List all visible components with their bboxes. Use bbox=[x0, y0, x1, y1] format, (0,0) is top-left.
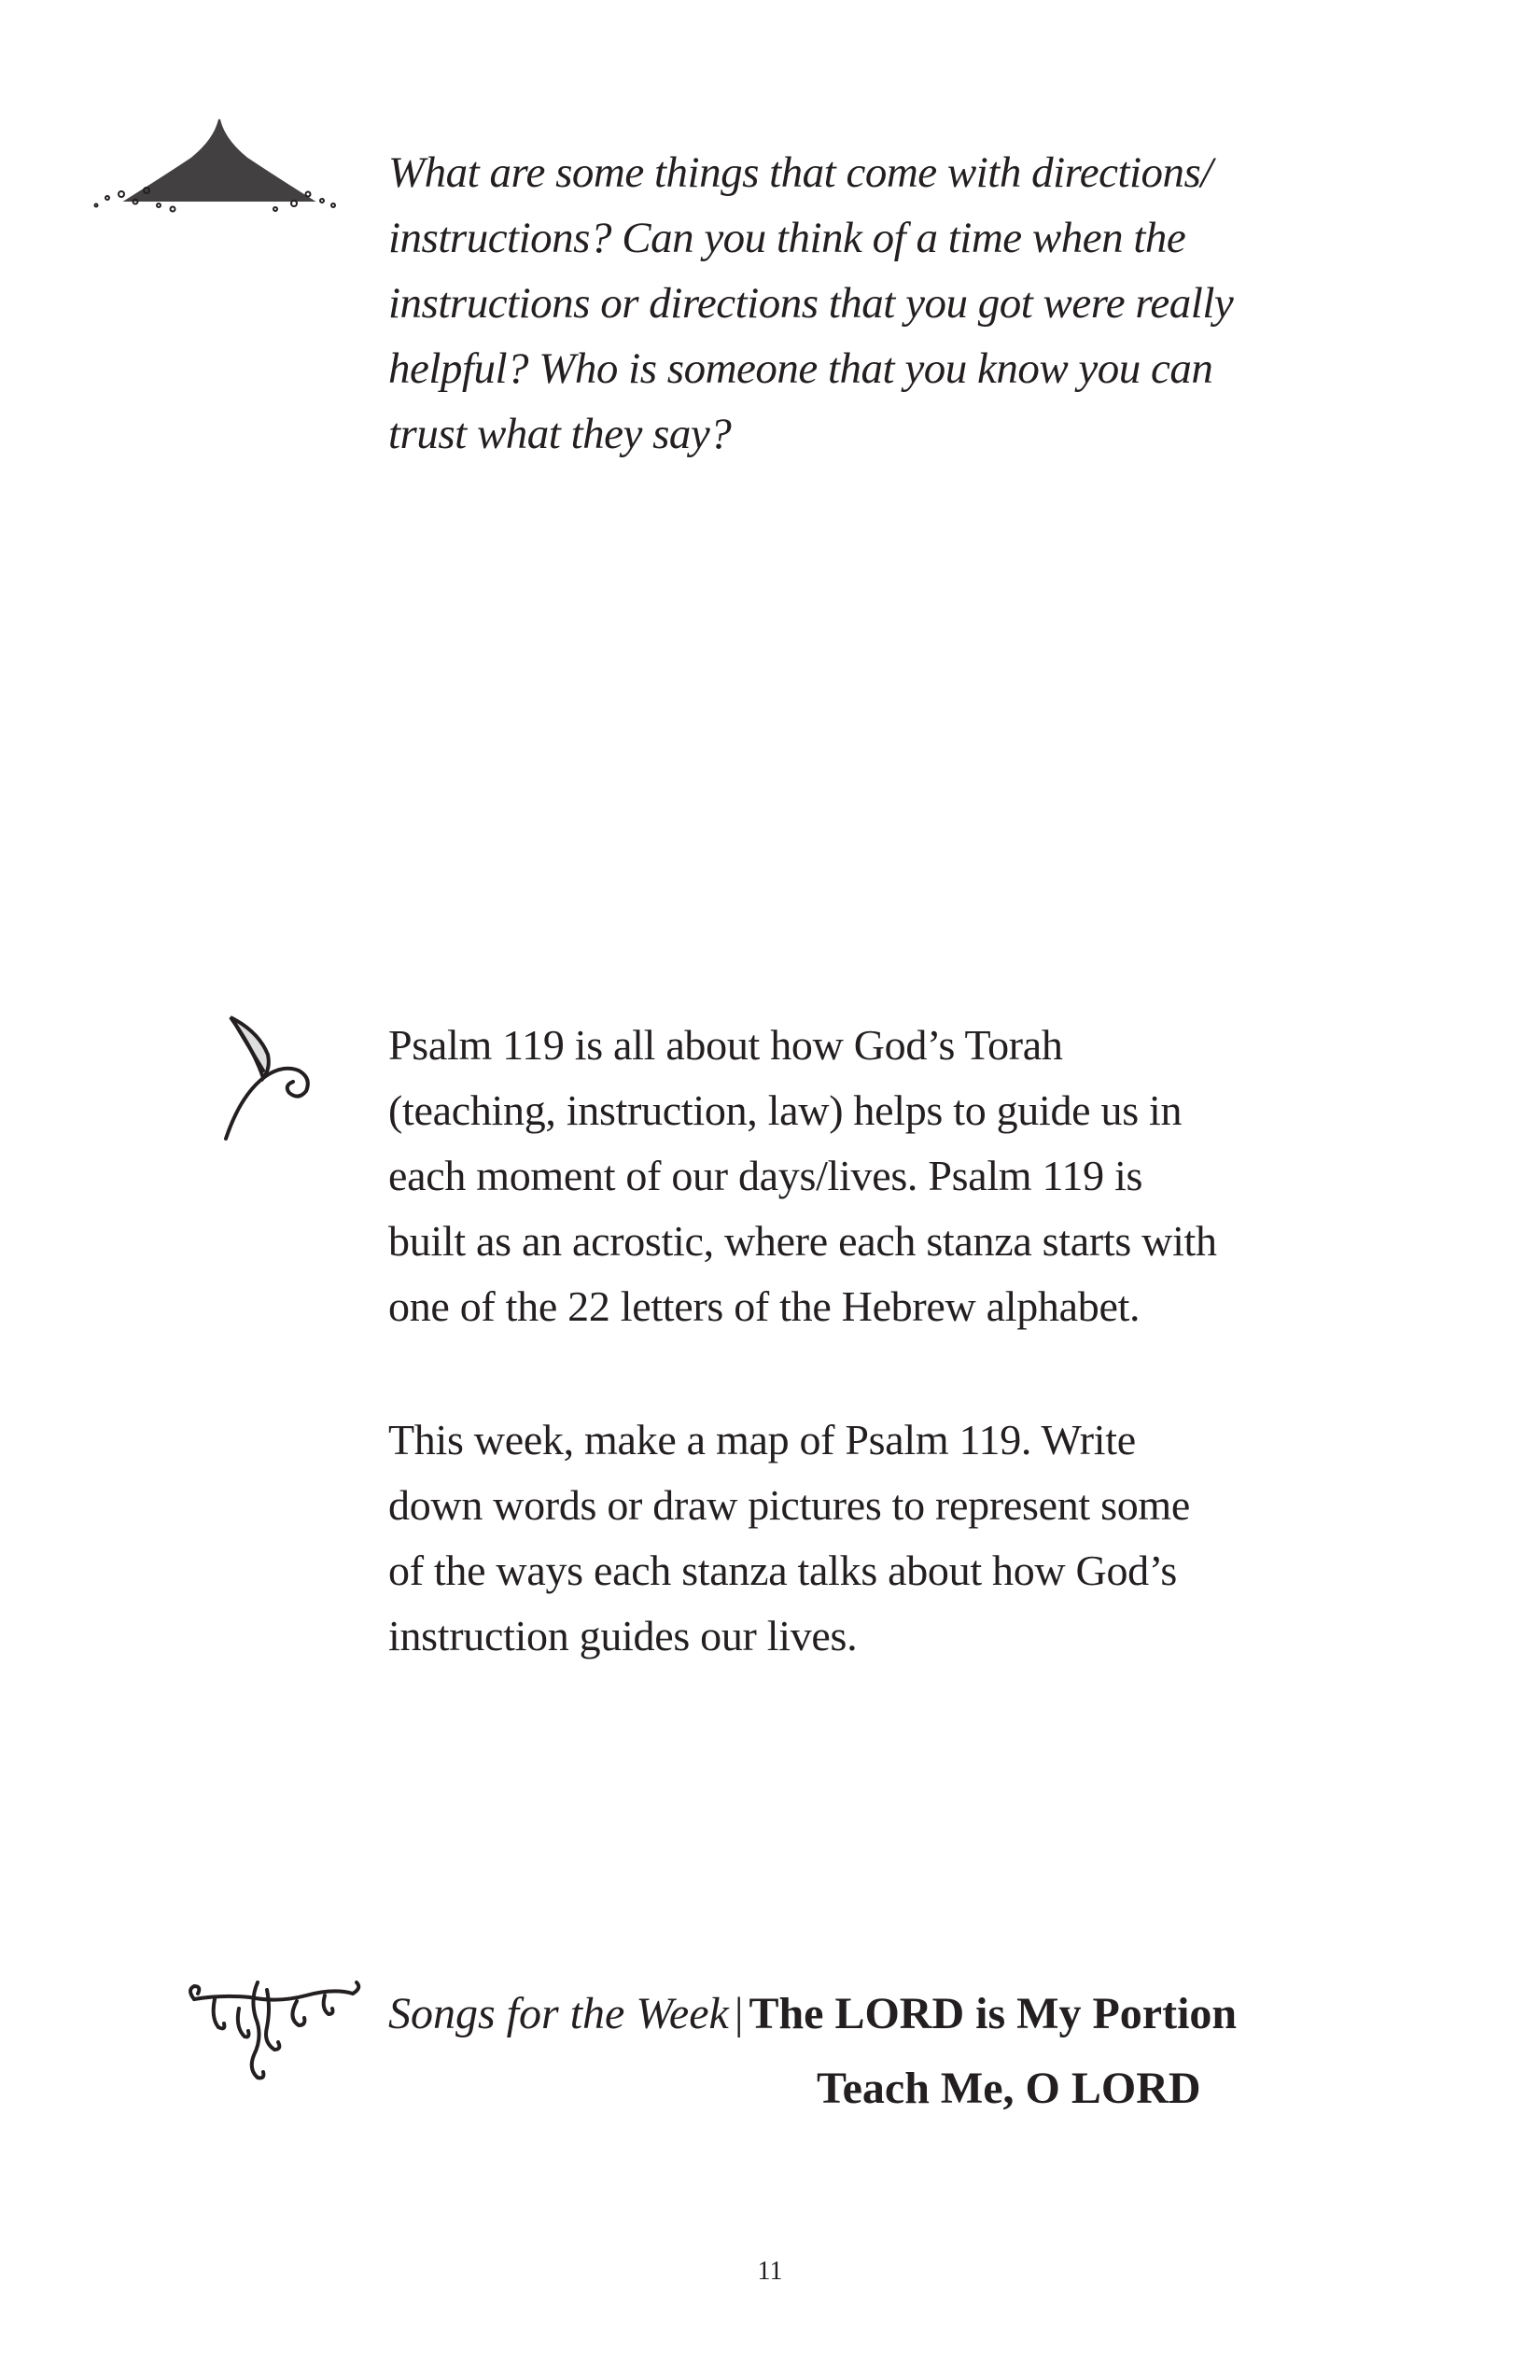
song-title: Teach Me, O LORD bbox=[817, 2064, 1201, 2113]
paragraph-line: each moment of our days/lives. Psalm 119 is bbox=[388, 1152, 1143, 1199]
psalm-intro-paragraph bbox=[388, 1013, 1217, 1339]
song-title: The LORD is My Portion bbox=[749, 1989, 1238, 2038]
vine-flourish-icon bbox=[185, 1981, 364, 2088]
paragraph-line: (teaching, instruction, law) helps to guide us in bbox=[388, 1086, 1183, 1134]
sprout-icon bbox=[217, 1013, 329, 1143]
paragraph-line: built as an acrostic, where each stanza starts with bbox=[388, 1217, 1217, 1265]
paragraph-line: Psalm 119 is all about how God’s Torah bbox=[388, 1021, 1063, 1069]
songs-for-the-week bbox=[388, 1977, 1237, 2051]
prompt-line: instructions? Can you think of a time when the bbox=[388, 214, 1186, 262]
seed-pile-icon bbox=[89, 112, 350, 215]
activity-paragraph bbox=[388, 1407, 1190, 1669]
paragraph-line: down words or draw pictures to represent some bbox=[388, 1481, 1190, 1529]
separator: | bbox=[734, 1989, 744, 2038]
page-number: 11 bbox=[757, 2257, 783, 2286]
paragraph-line: This week, make a map of Psalm 119. Write bbox=[388, 1416, 1136, 1463]
prompt-line: trust what they say? bbox=[388, 410, 732, 458]
prompt-line: What are some things that come with directions/ bbox=[388, 148, 1212, 197]
prompt-line: instructions or directions that you got were really bbox=[388, 279, 1234, 328]
paragraph-line: instruction guides our lives. bbox=[388, 1612, 858, 1659]
prompt-line: helpful? Who is someone that you know you can bbox=[388, 344, 1213, 393]
paragraph-line: one of the 22 letters of the Hebrew alphabet. bbox=[388, 1282, 1141, 1330]
paragraph-line: of the ways each stanza talks about how God’s bbox=[388, 1547, 1177, 1594]
songs-label: Songs for the Week bbox=[388, 1989, 729, 2038]
reflection-prompt bbox=[388, 140, 1233, 467]
